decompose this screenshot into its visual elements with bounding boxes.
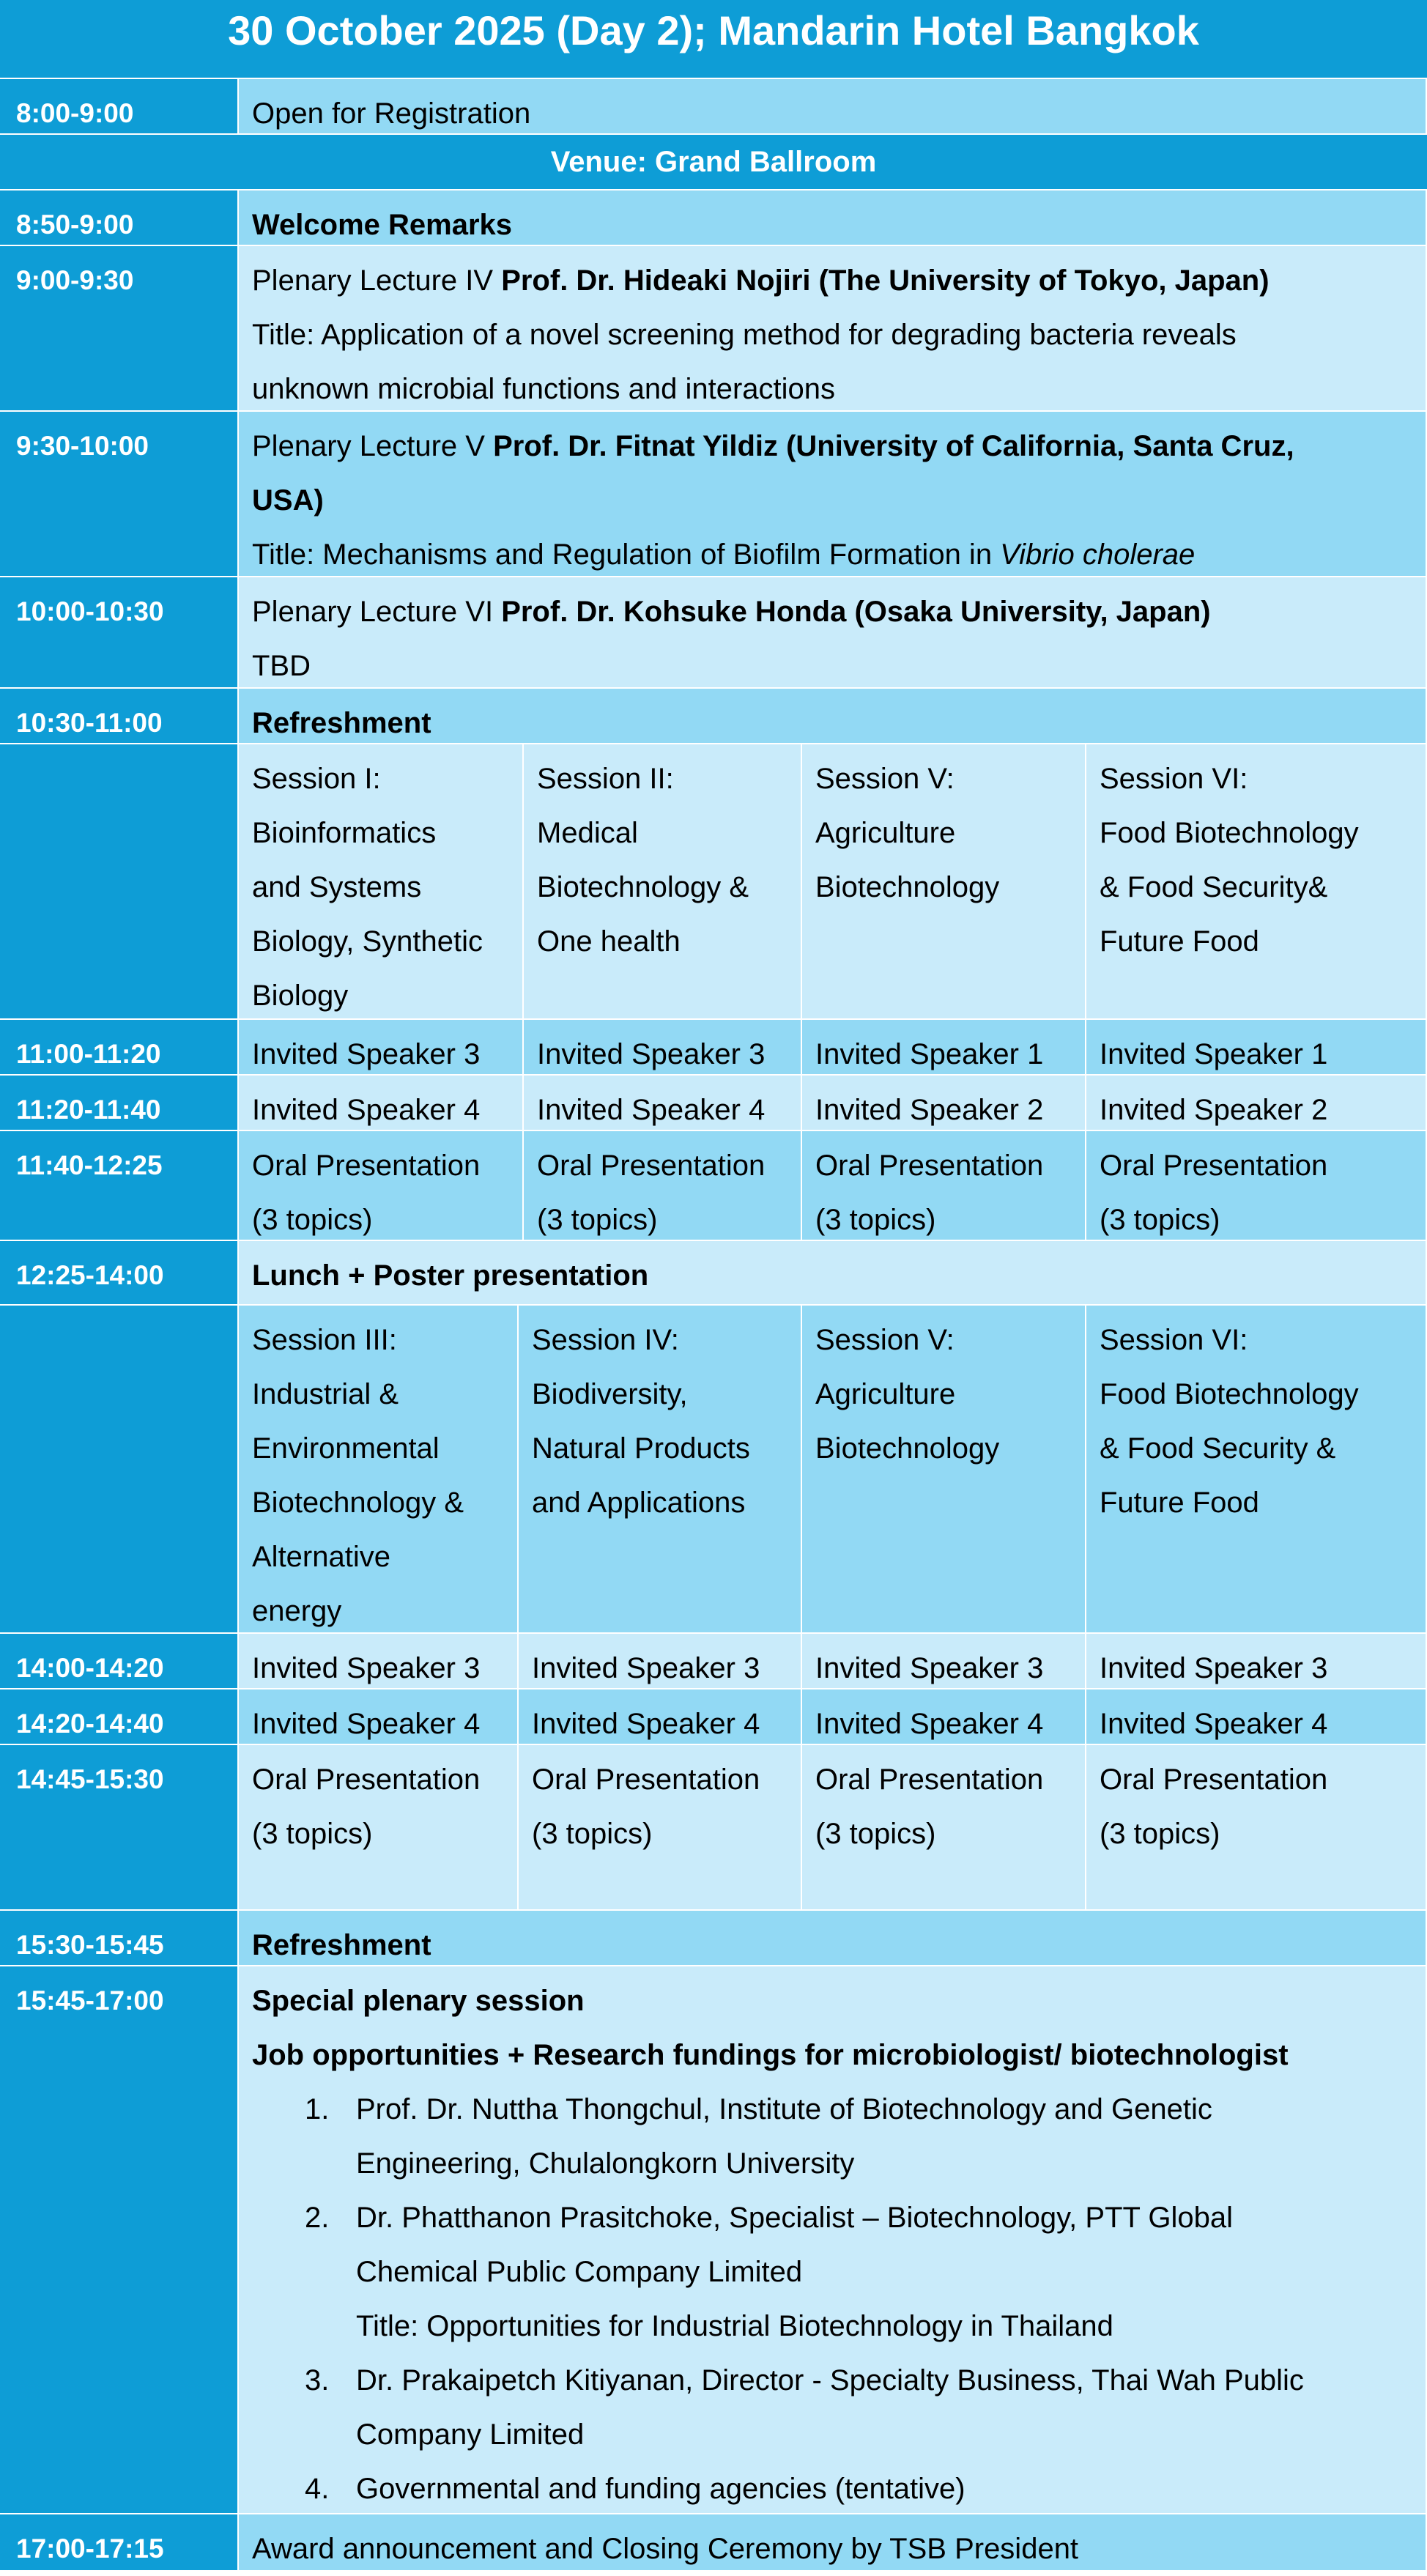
agenda-cell: Award announcement and Closing Ceremony by TSB President <box>239 2514 1427 2572</box>
session-line: Alternative <box>252 1541 390 1573</box>
table-row <box>0 190 1427 246</box>
time-cell: 15:30-15:45 <box>0 1911 239 1966</box>
plenary-speaker: Prof. Dr. Kohsuke Honda (Osaka University, Japan) <box>501 596 1211 628</box>
oral-topics: (3 topics) <box>532 1818 653 1850</box>
oral-topics: (3 topics) <box>815 1204 936 1236</box>
plenary-title: Title: Mechanisms and Regulation of Biofilm Formation in <box>252 538 1001 571</box>
table-cell: Invited Speaker 3 <box>239 1020 524 1076</box>
session-line: Biotechnology <box>815 1432 1000 1465</box>
plenary-title-line <box>252 528 1426 582</box>
session-line: Industrial & <box>252 1378 399 1410</box>
table-cell: Invited Speaker 4 <box>239 1076 524 1131</box>
list-text: Prof. Dr. Nuttha Thongchul, Institute of Biotechnology and Genetic <box>356 2093 1212 2125</box>
session-line: Biotechnology & <box>252 1487 464 1519</box>
list-item <box>252 2353 1426 2462</box>
agenda-cell: Refreshment <box>239 689 1427 744</box>
plenary-speaker: Prof. Dr. Fitnat Yildiz (University of California, Santa Cruz, <box>493 430 1294 462</box>
agenda-cell: Lunch + Poster presentation <box>239 1241 1427 1306</box>
session-line: and Systems <box>252 871 422 903</box>
table-cell: Invited Speaker 3 <box>524 1020 802 1076</box>
session-line: Food Biotechnology <box>1100 817 1359 849</box>
time-cell: 17:00-17:15 <box>0 2514 239 2572</box>
session-header <box>524 744 802 1020</box>
list-item <box>252 2191 1426 2353</box>
list-text: Chemical Public Company Limited <box>356 2256 803 2288</box>
agenda-cell: Welcome Remarks <box>239 190 1427 246</box>
session-line: Biotechnology <box>815 871 1000 903</box>
table-row <box>0 1689 1427 1745</box>
plenary-title-cont: unknown microbial functions and interactions <box>252 373 835 405</box>
time-cell: 9:00-9:30 <box>0 246 239 412</box>
session-line: Biodiversity, <box>532 1378 688 1410</box>
session-line: Environmental <box>252 1432 440 1465</box>
session-line: Agriculture <box>815 1378 956 1410</box>
session-line: Session IV: <box>532 1324 679 1356</box>
time-cell: 8:00-9:00 <box>0 79 239 135</box>
session-line: Medical <box>537 817 638 849</box>
oral-topics: (3 topics) <box>537 1204 658 1236</box>
plenary-speaker-line <box>252 253 1426 308</box>
table-row <box>0 2514 1427 2572</box>
table-cell: Invited Speaker 4 <box>524 1076 802 1131</box>
agenda-cell: Open for Registration <box>239 79 1427 135</box>
list-item <box>252 2462 1426 2516</box>
table-cell: Invited Speaker 4 <box>239 1689 519 1745</box>
list-item <box>252 2082 1426 2191</box>
session-line: Session V: <box>815 763 955 795</box>
list-text: Title: Opportunities for Industrial Biotechnology in Thailand <box>356 2310 1113 2342</box>
time-cell: 11:40-12:25 <box>0 1131 239 1241</box>
special-subheading: Job opportunities + Research fundings for microbiologist/ biotechnologist <box>252 2039 1289 2071</box>
plenary-title: Title: Application of a novel screening method for degrading bacteria reveals <box>252 319 1237 351</box>
table-cell <box>239 1745 519 1911</box>
session-header <box>1086 744 1427 1020</box>
oral-topics: (3 topics) <box>1100 1818 1220 1850</box>
page-title: 30 October 2025 (Day 2); Mandarin Hotel Bangkok <box>0 0 1427 79</box>
time-cell <box>0 744 239 1020</box>
oral-label: Oral Presentation <box>1100 1150 1328 1182</box>
time-cell: 14:00-14:20 <box>0 1634 239 1689</box>
session-line: Food Biotechnology <box>1100 1378 1359 1410</box>
table-row <box>0 577 1427 689</box>
session-line: and Applications <box>532 1487 746 1519</box>
table-row <box>0 79 1427 135</box>
list-number: 4. <box>305 2473 330 2505</box>
session-line: Agriculture <box>815 817 956 849</box>
table-cell: Invited Speaker 4 <box>802 1689 1086 1745</box>
plenary-label: Plenary Lecture IV <box>252 264 502 297</box>
session-header <box>802 1306 1086 1634</box>
session-line: & Food Security & <box>1100 1432 1336 1465</box>
session-header-row <box>0 744 1427 1020</box>
table-cell: Invited Speaker 3 <box>1086 1634 1427 1689</box>
speaker-list <box>252 2082 1426 2516</box>
oral-topics: (3 topics) <box>1100 1204 1220 1236</box>
plenary-title-italic: Vibrio cholerae <box>1000 538 1196 571</box>
table-cell: Invited Speaker 3 <box>802 1634 1086 1689</box>
agenda-cell <box>239 412 1427 577</box>
oral-topics: (3 topics) <box>815 1818 936 1850</box>
session-header-row <box>0 1306 1427 1634</box>
list-number: 1. <box>305 2093 330 2125</box>
session-line: Bioinformatics <box>252 817 437 849</box>
session-line: Future Food <box>1100 1487 1259 1519</box>
table-cell: Invited Speaker 4 <box>519 1689 802 1745</box>
table-cell <box>802 1131 1086 1241</box>
session-line: Session VI: <box>1100 763 1248 795</box>
venue-banner: Venue: Grand Ballroom <box>0 135 1427 190</box>
plenary-speaker-line <box>252 419 1426 473</box>
time-cell: 10:30-11:00 <box>0 689 239 744</box>
session-line: Biotechnology & <box>537 871 749 903</box>
table-cell <box>1086 1745 1427 1911</box>
list-text: Engineering, Chulalongkorn University <box>356 2147 855 2180</box>
table-row <box>0 1634 1427 1689</box>
plenary-note: TBD <box>252 650 311 682</box>
table-cell: Invited Speaker 1 <box>1086 1020 1427 1076</box>
session-line: Biology <box>252 980 349 1012</box>
oral-label: Oral Presentation <box>532 1763 760 1796</box>
time-cell: 15:45-17:00 <box>0 1966 239 2514</box>
oral-label: Oral Presentation <box>815 1150 1044 1182</box>
agenda-cell <box>239 577 1427 689</box>
oral-label: Oral Presentation <box>252 1150 481 1182</box>
table-cell <box>524 1131 802 1241</box>
session-header <box>1086 1306 1427 1634</box>
table-row <box>0 412 1427 577</box>
plenary-label: Plenary Lecture V <box>252 430 494 462</box>
table-row <box>0 1745 1427 1911</box>
session-line: Session II: <box>537 763 674 795</box>
session-line: Session I: <box>252 763 381 795</box>
special-heading: Special plenary session <box>252 1985 585 2017</box>
session-line: Biology, Synthetic <box>252 925 483 958</box>
table-cell: Invited Speaker 1 <box>802 1020 1086 1076</box>
list-text: Dr. Phatthanon Prasitchoke, Specialist – Biotechnology, PTT Global <box>356 2202 1233 2234</box>
oral-label: Oral Presentation <box>1100 1763 1328 1796</box>
session-line: & Food Security& <box>1100 871 1328 903</box>
oral-label: Oral Presentation <box>815 1763 1044 1796</box>
table-cell: Invited Speaker 2 <box>802 1076 1086 1131</box>
session-header <box>802 744 1086 1020</box>
session-line: Natural Products <box>532 1432 750 1465</box>
table-row <box>0 246 1427 412</box>
session-line: Session V: <box>815 1324 955 1356</box>
time-cell: 14:20-14:40 <box>0 1689 239 1745</box>
table-row <box>0 689 1427 744</box>
table-cell: Invited Speaker 4 <box>1086 1689 1427 1745</box>
table-cell <box>519 1745 802 1911</box>
time-cell: 10:00-10:30 <box>0 577 239 689</box>
list-text: Governmental and funding agencies (tentative) <box>356 2473 965 2505</box>
time-cell: 11:20-11:40 <box>0 1076 239 1131</box>
plenary-label: Plenary Lecture VI <box>252 596 502 628</box>
list-number: 2. <box>305 2202 330 2234</box>
table-cell <box>802 1745 1086 1911</box>
session-line: One health <box>537 925 681 958</box>
table-row <box>0 1241 1427 1306</box>
table-row <box>0 1911 1427 1966</box>
session-line: Session III: <box>252 1324 397 1356</box>
session-header <box>239 744 524 1020</box>
oral-label: Oral Presentation <box>252 1763 481 1796</box>
agenda-cell: Refreshment <box>239 1911 1427 1966</box>
table-cell <box>239 1131 524 1241</box>
list-number: 3. <box>305 2364 330 2397</box>
list-text: Company Limited <box>356 2418 585 2451</box>
table-cell: Invited Speaker 3 <box>239 1634 519 1689</box>
time-cell: 12:25-14:00 <box>0 1241 239 1306</box>
session-line: energy <box>252 1595 342 1627</box>
session-line: Session VI: <box>1100 1324 1248 1356</box>
table-row <box>0 1131 1427 1241</box>
agenda-cell <box>239 1966 1427 2514</box>
oral-topics: (3 topics) <box>252 1204 373 1236</box>
time-cell: 9:30-10:00 <box>0 412 239 577</box>
plenary-speaker-line <box>252 585 1426 639</box>
list-text: Dr. Prakaipetch Kitiyanan, Director - Specialty Business, Thai Wah Public <box>356 2364 1304 2397</box>
table-row <box>0 1076 1427 1131</box>
session-header <box>239 1306 519 1634</box>
table-row <box>0 1966 1427 2514</box>
table-row <box>0 1020 1427 1076</box>
oral-label: Oral Presentation <box>537 1150 766 1182</box>
table-cell <box>1086 1131 1427 1241</box>
time-cell: 11:00-11:20 <box>0 1020 239 1076</box>
time-cell: 8:50-9:00 <box>0 190 239 246</box>
table-cell: Invited Speaker 3 <box>519 1634 802 1689</box>
time-cell: 14:45-15:30 <box>0 1745 239 1911</box>
oral-topics: (3 topics) <box>252 1818 373 1850</box>
table-cell: Invited Speaker 2 <box>1086 1076 1427 1131</box>
session-line: Future Food <box>1100 925 1259 958</box>
agenda-cell <box>239 246 1427 412</box>
time-cell <box>0 1306 239 1634</box>
session-header <box>519 1306 802 1634</box>
plenary-speaker-cont: USA) <box>252 484 324 517</box>
plenary-speaker: Prof. Dr. Hideaki Nojiri (The University of Tokyo, Japan) <box>501 264 1270 297</box>
